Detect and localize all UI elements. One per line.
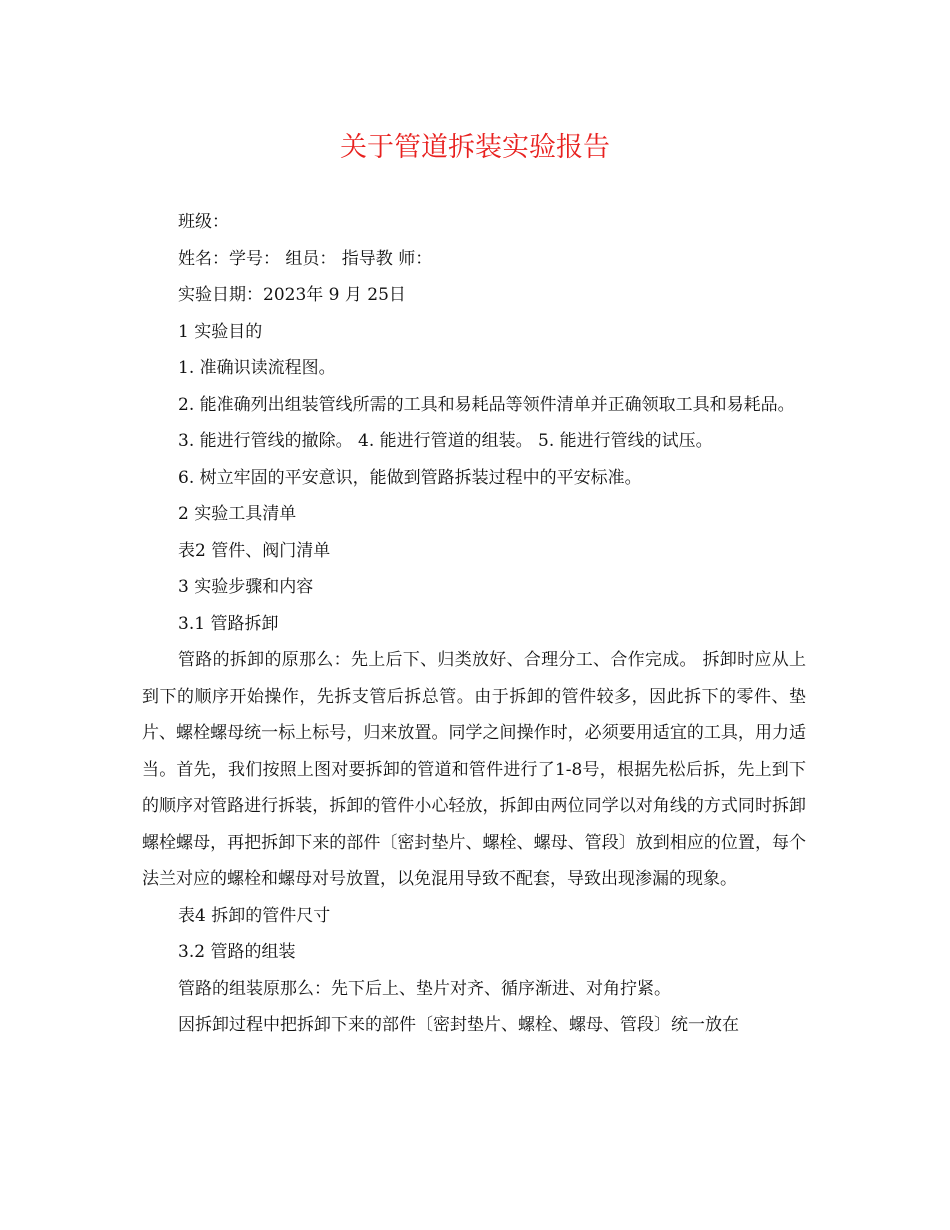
class-line: 班级：: [178, 212, 229, 232]
disassembly-paragraph: 管路的拆卸的原那么：先上后下、归类放好、合理分工、合作完成。 拆卸时应从上到下的顺序开始操作，先拆支管后拆总管。由于拆卸的管件较多，因此拆下的零件、垫片、螺栓螺母统一标上标号，归来放置。同学之间操作时，必须要用适宜的工具，用力适当。首先，我们按照上图对要拆卸的管道和管件进行了1-8号，根据先松后拆，先上到下的顺序对管路进行拆装，拆卸的管件小心轻放，拆卸由两位同学以对角线的方式同时拆卸螺栓螺母，再把拆卸下来的部件〔密封垫片、螺栓、螺母、管段〕放到相应的位置，每个法兰对应的螺栓和螺母对号放置，以免混用导致不配套，导致出现渗漏的现象。: [142, 650, 806, 889]
objective-item: 6. 树立牢固的平安意识，能做到管路拆装过程中的平安标准。: [178, 467, 642, 488]
table-caption: 表4 拆卸的管件尺寸: [178, 905, 331, 926]
assembly-principle: 管路的组装原那么：先下后上、垫片对齐、循序渐进、对角拧紧。: [178, 978, 671, 999]
section-heading-tools: 2 实验工具清单: [178, 504, 297, 524]
section-heading-objectives: 1 实验目的: [178, 321, 263, 342]
subsection-heading-assembly: 3.2 管路的组装: [178, 942, 296, 962]
page-title: 关于管道拆装实验报告: [340, 132, 610, 163]
name-line: 姓名：学号： 组员： 指导教 师：: [178, 248, 433, 269]
objective-item: 1. 准确识读流程图。: [178, 358, 336, 378]
section-heading-steps: 3 实验步骤和内容: [178, 577, 314, 597]
objective-item: 2. 能准确列出组装管线所需的工具和易耗品等领件清单并正确领取工具和易耗品。: [178, 394, 795, 415]
table-caption: 表2 管件、阀门清单: [178, 540, 331, 561]
assembly-paragraph: 因拆卸过程中把拆卸下来的部件〔密封垫片、螺栓、螺母、管段〕统一放在: [178, 1015, 739, 1035]
objective-item: 3. 能进行管线的撤除。 4. 能进行管道的组装。 5. 能进行管线的试压。: [178, 431, 713, 451]
document-body: [142, 204, 806, 1044]
subsection-heading-disassembly: 3.1 管路拆卸: [178, 613, 279, 634]
date-line: 实验日期：2023年 9 月 25日: [178, 285, 406, 305]
